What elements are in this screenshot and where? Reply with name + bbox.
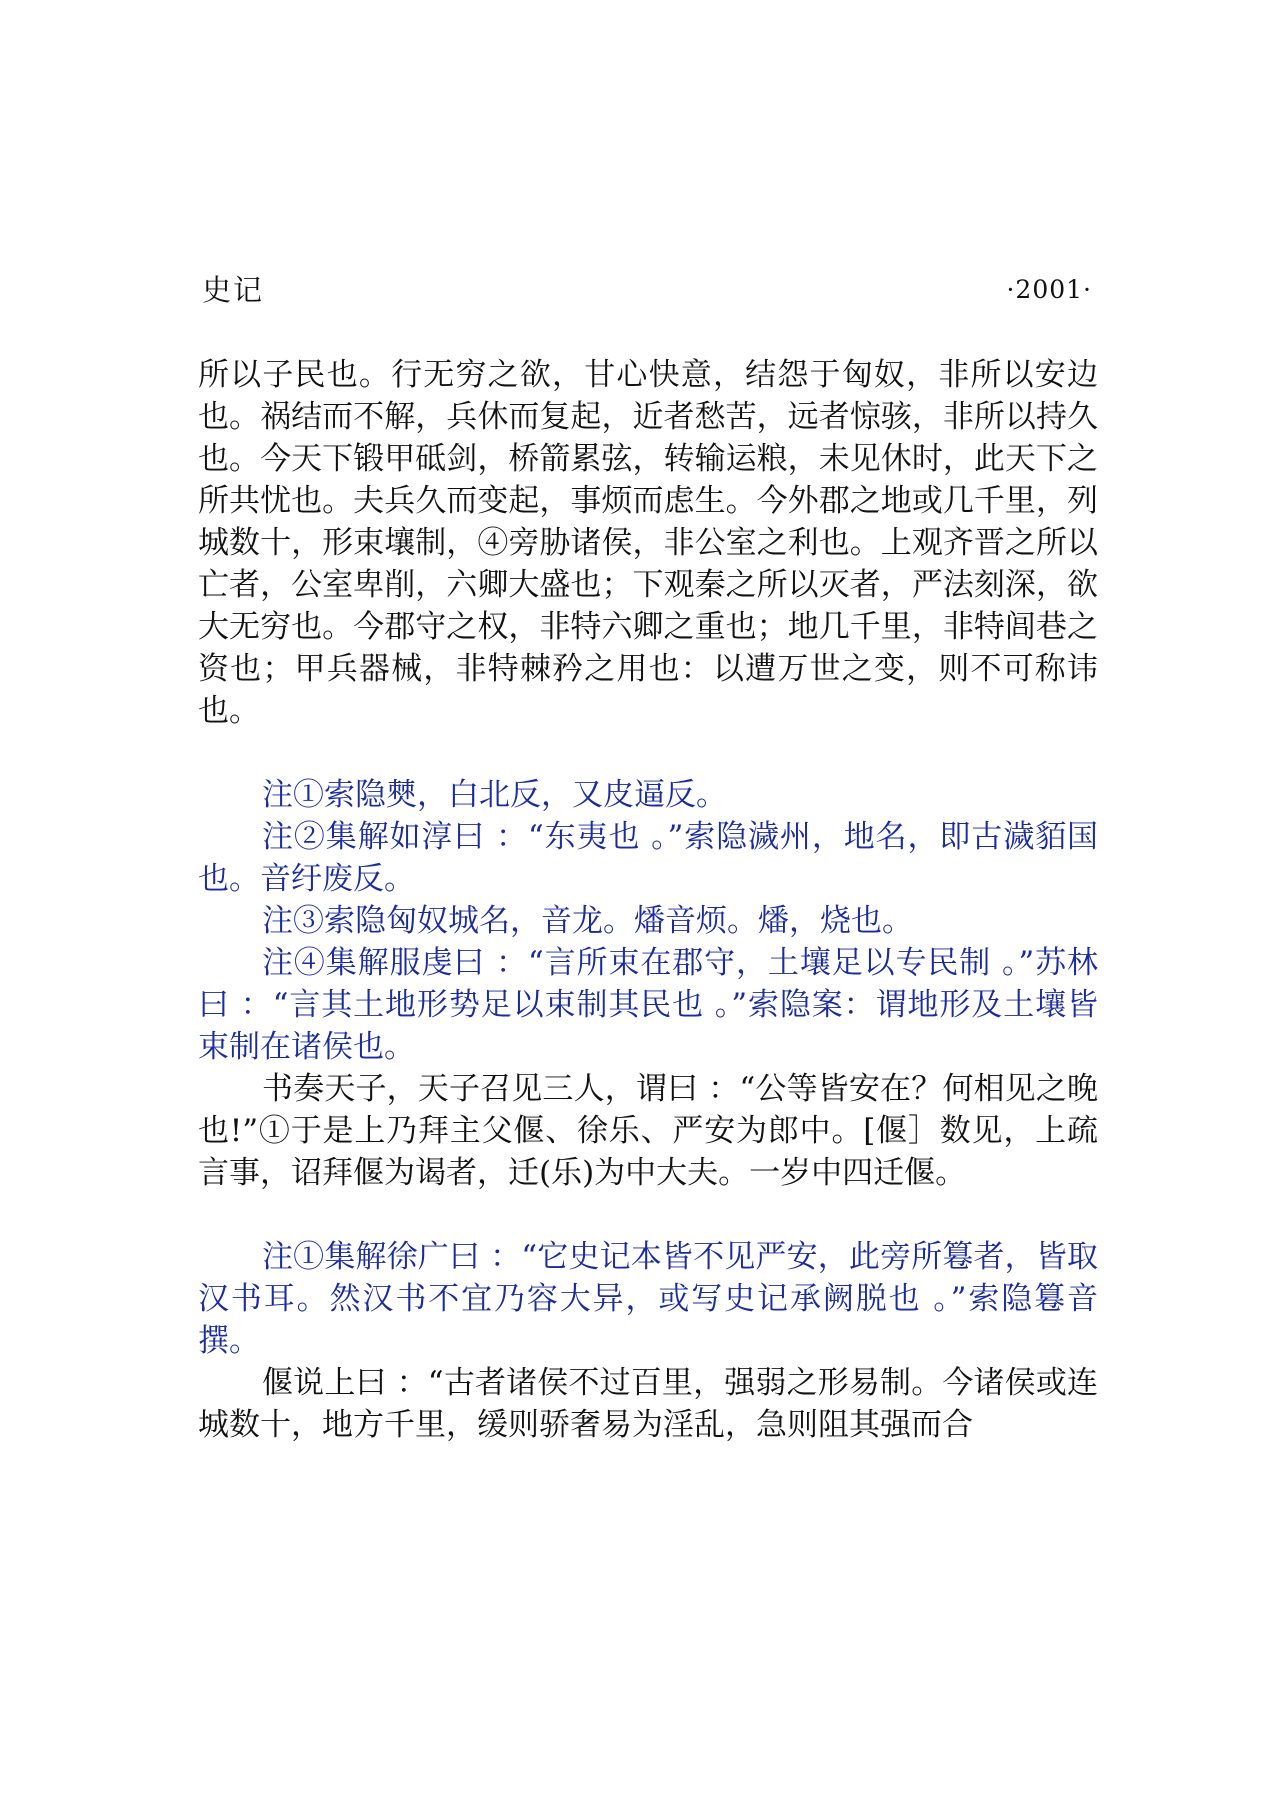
body-paragraph: 所以子民也。行无穷之欲，甘心快意，结怨于匈奴，非所以安边也。祸结而不解，兵休而复起，近者愁苦，远者惊骇，非所以持久也。今天下锻甲砥剑，桥箭累弦，转输运粮，未见休时，此天下之所共忧也。夫兵久而变起，事烦而虑生。今外郡之地或几千里，列城数十，形束壤制，④旁胁诸侯，非公室之利也。上观齐晋之所以亡者，公室卑削，六卿大盛也；下观秦之所以灭者，严法刻深，欲大无穷也。今郡守之权，非特六卿之重也；地几千里，非特闾巷之资也；甲兵器械，非特棘矜之用也：以遭万世之变，则不可称讳也。 — [198, 357, 1098, 729]
page-body — [198, 354, 1098, 1446]
annotation-paragraph: 注③索隐匈奴城名，音龙。燔音烦。燔，烧也。 — [262, 903, 913, 939]
paragraph-gap — [198, 732, 1098, 774]
annotation-paragraph: 注①集解徐广曰 ：“它史记本皆不见严安，此旁所篹者，皆取汉书耳。然汉书不宜乃容大异，或写史记承阙脱也 。”索隐篹音撰。 — [198, 1239, 1098, 1359]
paragraph-gap — [198, 1194, 1098, 1236]
annotation-paragraph: 注②集解如淳曰 ：“东夷也 。”索隐濊州，地名，即古濊貊国也。音纡废反。 — [198, 819, 1098, 897]
page-number: ·2001· — [1006, 275, 1092, 304]
body-paragraph: 偃说上曰 ：“古者诸侯不过百里，强弱之形易制。今诸侯或连城数十，地方千里，缓则骄奢易为淫乱，急则阻其强而合 — [198, 1365, 1098, 1443]
annotation-paragraph: 注①索隐僰，白北反，又皮逼反。 — [262, 777, 727, 813]
body-paragraph: 书奏天子，天子召见三人，谓曰 ：“公等皆安在？何相见之晚也!”①于是上乃拜主父偃、徐乐、严安为郎中。[偃］数见，上疏言事，诏拜偃为谒者，迁(乐)为中大夫。一岁中四迁偃。 — [198, 1071, 1098, 1191]
page-header — [202, 270, 1092, 310]
book-title: 史记 — [202, 273, 265, 307]
annotation-paragraph: 注④集解服虔曰 ：“言所束在郡守，土壤足以专民制 。”苏林曰 ：“言其土地形势足以束制其民也 。”索隐案：谓地形及土壤皆束制在诸侯也。 — [198, 945, 1098, 1065]
